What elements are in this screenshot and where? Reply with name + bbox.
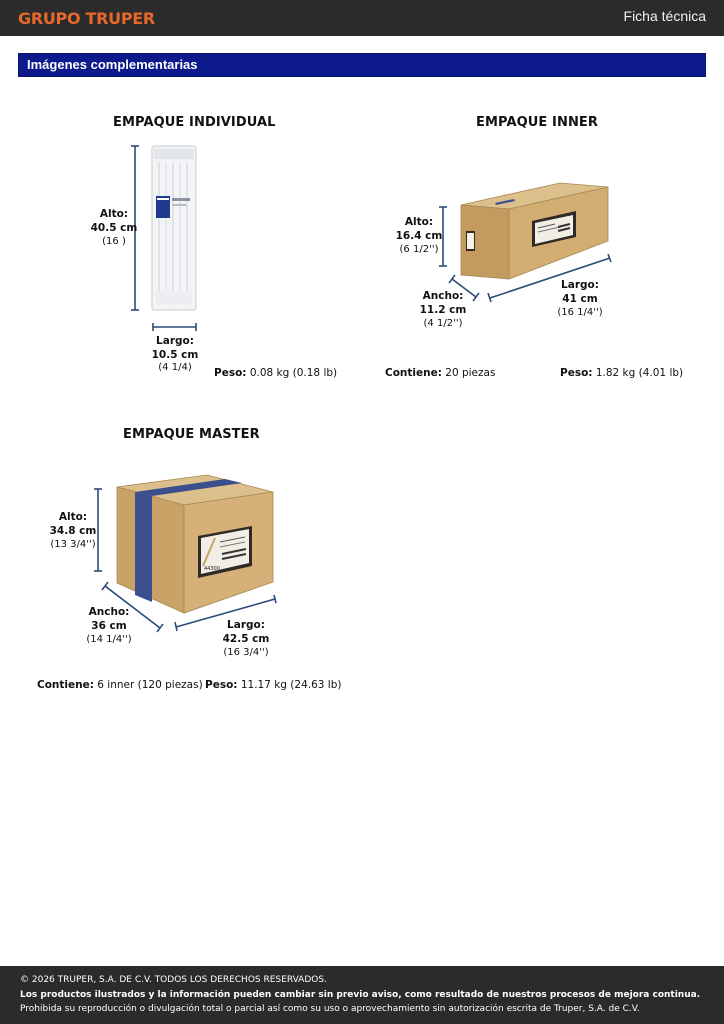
footer	[0, 966, 724, 1024]
inner-ancho-imperial: (4 1/2'')	[423, 318, 463, 329]
individual-title: EMPAQUE INDIVIDUAL	[113, 115, 276, 130]
master-alto-title: Alto:	[58, 511, 88, 523]
master-peso	[205, 679, 341, 691]
master-title: EMPAQUE MASTER	[123, 427, 260, 442]
brand-logo: GRUPO TRUPER	[18, 9, 155, 28]
footer-copyright: © 2026 TRUPER, S.A. DE C.V. TODOS LOS DERECHOS RESERVADOS.	[20, 975, 327, 985]
inner-ancho-label	[412, 289, 474, 331]
cardboard-box-icon	[117, 475, 273, 613]
master-largo-label	[214, 618, 278, 660]
inner-ancho-title: Ancho:	[422, 290, 464, 302]
inner-largo-value: 41 cm	[562, 293, 598, 305]
master-ancho-imperial: (14 1/4'')	[86, 634, 132, 645]
inner-alto-value: 16.4 cm	[395, 230, 443, 242]
master-contiene-value: 6 inner (120 piezas)	[97, 679, 203, 691]
inner-largo-label	[548, 278, 612, 320]
cardboard-box-icon	[461, 183, 608, 279]
master-largo-imperial: (16 3/4'')	[223, 647, 269, 658]
individual-peso-value: 0.08 kg (0.18 lb)	[249, 367, 338, 379]
individual-largo-imperial: (4 1/4)	[158, 362, 192, 373]
individual-alto-title: Alto:	[99, 208, 129, 220]
inner-peso-value: 1.82 kg (4.01 lb)	[595, 367, 684, 379]
individual-largo-value: 10.5 cm	[151, 349, 199, 361]
individual-largo-dimension-line	[153, 323, 196, 331]
inner-contiene-label: Contiene:	[385, 367, 442, 379]
top-bar	[0, 0, 724, 36]
section-header	[19, 54, 705, 76]
master-alto-label	[43, 510, 103, 552]
master-contiene	[37, 679, 203, 691]
inner-alto-title: Alto:	[404, 216, 434, 228]
zip-tie-bag-icon	[152, 146, 196, 310]
inner-largo-imperial: (16 1/4'')	[557, 307, 603, 318]
inner-alto-label	[390, 215, 448, 257]
individual-largo-label	[145, 334, 205, 373]
inner-title: EMPAQUE INNER	[476, 115, 599, 130]
master-largo-value: 42.5 cm	[222, 633, 270, 645]
individual-alto-label	[84, 207, 144, 249]
master-alto-imperial: (13 3/4'')	[50, 539, 96, 550]
master-ancho-label	[78, 605, 140, 647]
individual-peso-label: Peso:	[214, 367, 247, 379]
inner-peso-label: Peso:	[560, 367, 593, 379]
footer-prohibition: Prohibida su reproducción o divulgación total o parcial así como su uso o aprovechamiento sin autorización escrita de Truper, S.A. de C.V.	[20, 1004, 640, 1014]
individual-largo-title: Largo:	[156, 335, 194, 347]
inner-largo-title: Largo:	[561, 279, 599, 291]
inner-peso	[560, 367, 683, 379]
inner-alto-imperial: (6 1/2'')	[399, 244, 439, 255]
master-largo-title: Largo:	[227, 619, 265, 631]
footer-notice: Los productos ilustrados y la información pueden cambiar sin previo aviso, como resultado de nuestros procesos de mejora continua.	[20, 990, 701, 1000]
section-title: Imágenes complementarias	[27, 57, 198, 72]
inner-contiene-value: 20 piezas	[445, 367, 496, 379]
master-box-code: 44300	[204, 566, 220, 572]
document-title: Ficha técnica	[623, 8, 706, 24]
master-contiene-label: Contiene:	[37, 679, 94, 691]
master-peso-value: 11.17 kg (24.63 lb)	[240, 679, 342, 691]
master-ancho-title: Ancho:	[88, 606, 130, 618]
inner-contiene	[385, 367, 495, 379]
master-alto-value: 34.8 cm	[49, 525, 97, 537]
individual-alto-imperial: (16 )	[102, 236, 126, 247]
individual-peso	[214, 367, 337, 379]
individual-alto-value: 40.5 cm	[90, 222, 138, 234]
inner-ancho-value: 11.2 cm	[419, 304, 467, 316]
master-peso-label: Peso:	[205, 679, 238, 691]
master-ancho-value: 36 cm	[91, 620, 127, 632]
